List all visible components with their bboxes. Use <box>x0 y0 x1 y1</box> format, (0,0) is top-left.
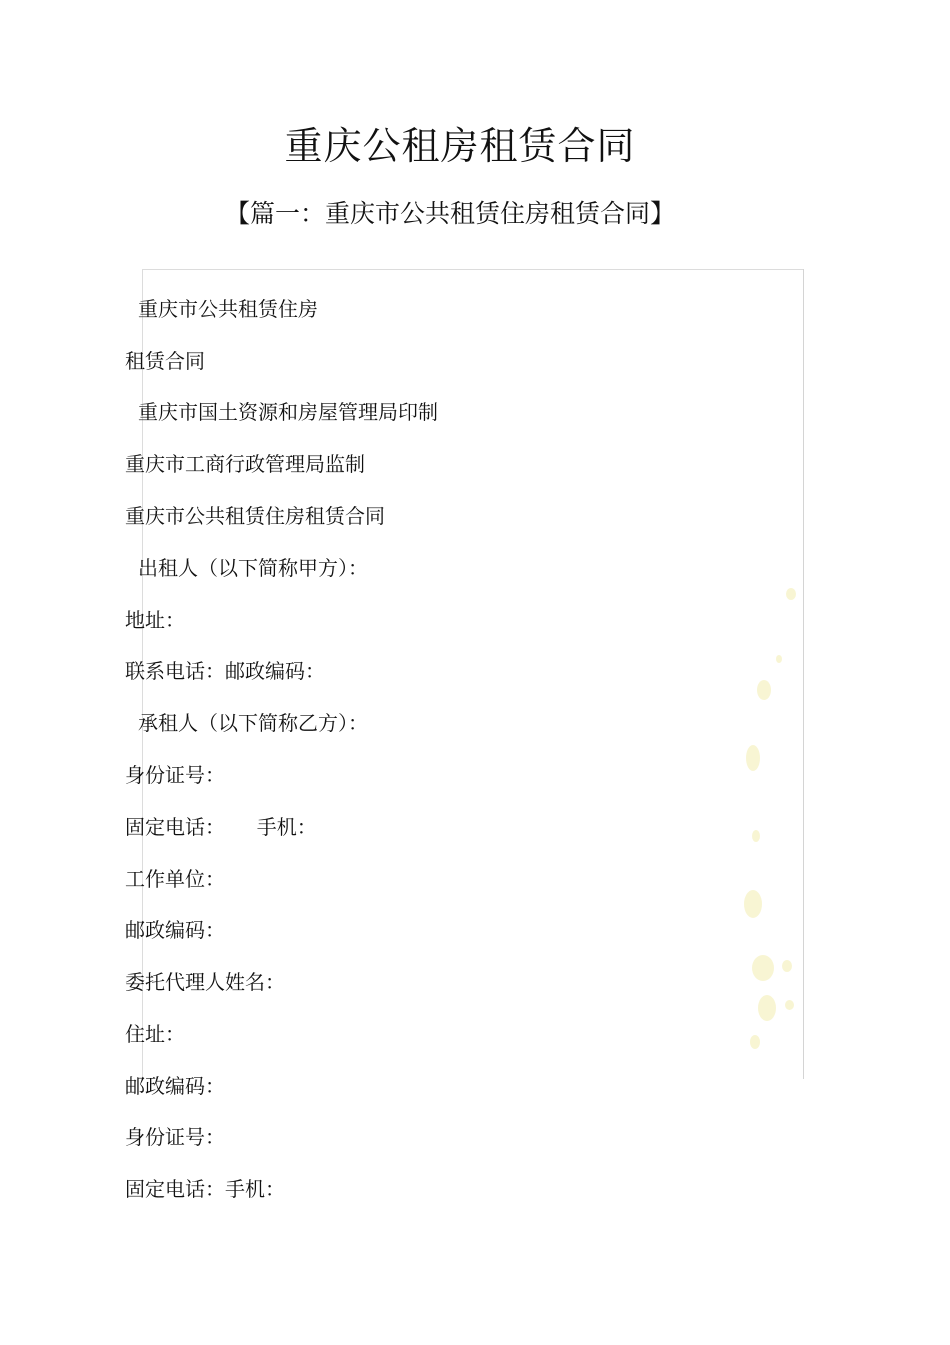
scan-speck <box>746 745 760 771</box>
scan-speck <box>758 995 776 1021</box>
body-line: 地址： <box>125 608 185 632</box>
document-title: 重庆公租房租赁合同 <box>284 124 636 168</box>
body-line: 联系电话：邮政编码： <box>125 659 325 683</box>
scan-speck <box>785 1000 794 1010</box>
scan-speck <box>776 655 782 663</box>
scan-speck <box>752 830 760 842</box>
body-line: 重庆市公共租赁住房 <box>138 297 318 321</box>
body-line: 出租人（以下简称甲方）： <box>138 556 368 580</box>
body-line: 重庆市工商行政管理局监制 <box>125 452 365 476</box>
body-line: 固定电话：手机： <box>125 1177 285 1201</box>
body-line: 委托代理人姓名： <box>125 970 285 994</box>
scan-speck <box>782 960 792 972</box>
document-subtitle: 【篇一：重庆市公共租赁住房租赁合同】 <box>224 199 675 228</box>
body-line: 身份证号： <box>125 763 225 787</box>
body-line: 工作单位： <box>125 867 225 891</box>
body-line: 租赁合同 <box>125 349 205 373</box>
body-line: 固定电话： 手机： <box>125 815 317 839</box>
body-line: 承租人（以下简称乙方）： <box>138 711 368 735</box>
body-line: 邮政编码： <box>125 1074 225 1098</box>
body-line: 重庆市国土资源和房屋管理局印制 <box>138 400 438 424</box>
body-line: 邮政编码： <box>125 918 225 942</box>
body-line: 住址： <box>125 1022 185 1046</box>
scan-speck <box>750 1035 760 1049</box>
body-line: 重庆市公共租赁住房租赁合同 <box>125 504 385 528</box>
scan-speck <box>752 955 774 981</box>
frame-border-right <box>803 269 804 1079</box>
scan-speck <box>757 680 771 700</box>
frame-border-top <box>142 269 804 270</box>
body-line: 身份证号： <box>125 1125 225 1149</box>
scan-speck <box>786 588 796 600</box>
scan-speck <box>744 890 762 918</box>
